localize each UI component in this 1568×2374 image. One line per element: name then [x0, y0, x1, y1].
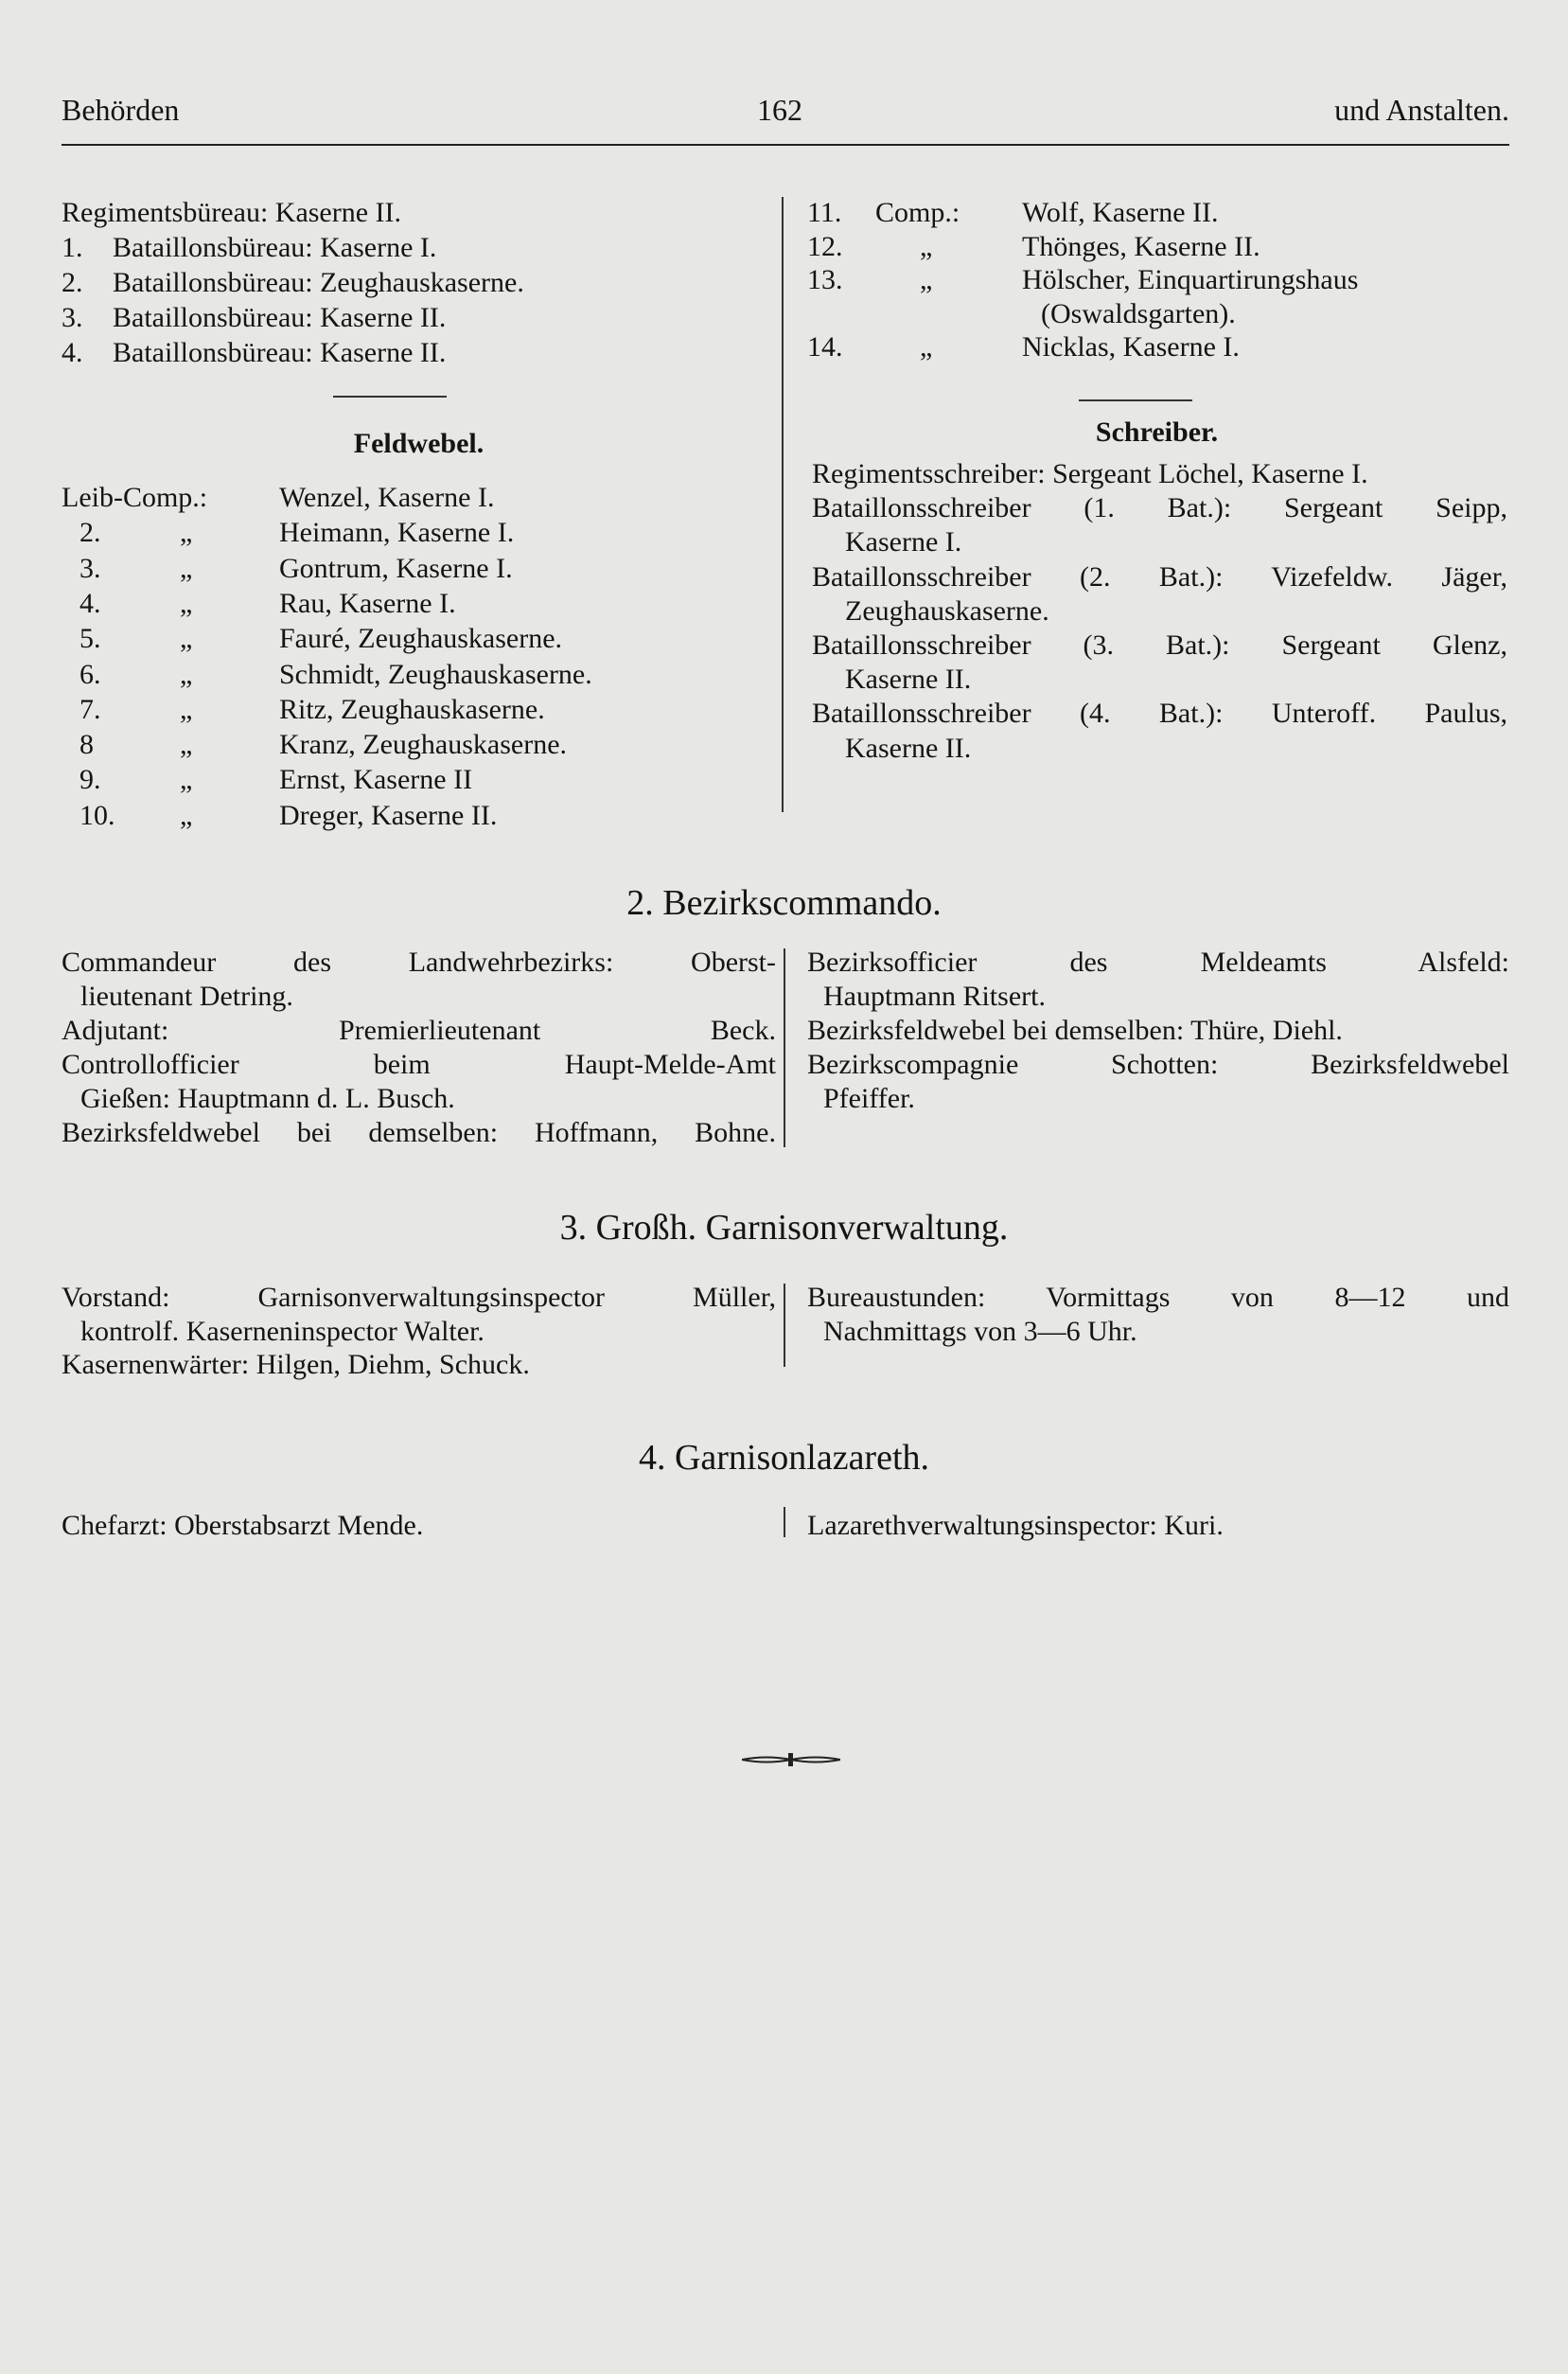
- row-number: 10.: [79, 799, 115, 831]
- ditto-mark: „: [180, 693, 193, 725]
- list-item-number: 1.: [62, 232, 83, 263]
- schreiber-line: Kaserne II.: [845, 732, 972, 764]
- list-item: Bataillonsbüreau: Zeughauskaserne.: [113, 267, 524, 298]
- separator-rule: [1079, 399, 1192, 401]
- entry-line: Pfeiffer.: [823, 1083, 915, 1114]
- ditto-mark: „: [180, 517, 193, 549]
- ditto-mark: „: [920, 264, 933, 295]
- entry-line: Controllofficier beim Haupt-Melde-Amt: [62, 1049, 776, 1080]
- entry-line: Adjutant: Premierlieutenant Beck.: [62, 1015, 776, 1046]
- schreiber-line: Bataillonsschreiber (4. Bat.): Unteroff. Paulus,: [812, 698, 1507, 730]
- row-name: Fauré, Zeughauskaserne.: [279, 623, 563, 655]
- row-number: 12.: [807, 230, 843, 262]
- column-divider: [782, 197, 784, 812]
- feldwebel-heading: Feldwebel.: [353, 428, 484, 459]
- section-3-heading: 3. Großh. Garnisonverwaltung.: [559, 1208, 1009, 1248]
- schreiber-line: Bataillonsschreiber (3. Bat.): Sergeant Glenz,: [812, 629, 1507, 661]
- entry-line: Hauptmann Ritsert.: [823, 981, 1046, 1012]
- page-number: 162: [757, 93, 802, 127]
- row-number: 14.: [807, 331, 843, 363]
- list-item-number: 2.: [62, 267, 83, 298]
- schreiber-heading: Schreiber.: [1095, 416, 1219, 448]
- row-number: Leib-Comp.:: [62, 482, 208, 513]
- header-rule: [62, 144, 1509, 146]
- running-header-right: und Anstalten.: [1334, 93, 1509, 127]
- ditto-mark: „: [180, 764, 193, 796]
- row-name: (Oswaldsgarten).: [1041, 297, 1236, 329]
- schreiber-line: Zeughauskaserne.: [845, 594, 1049, 627]
- column-divider: [784, 1284, 785, 1367]
- row-number: 11.: [807, 197, 842, 228]
- row-name: Dreger, Kaserne II.: [279, 799, 498, 831]
- ditto-mark: „: [180, 658, 193, 690]
- ditto-mark: „: [920, 230, 933, 262]
- row-number: 2.: [79, 517, 101, 549]
- entry-line: Chefarzt: Oberstabsarzt Mende.: [62, 1510, 424, 1541]
- ditto-mark: „: [920, 331, 933, 363]
- row-number: 5.: [79, 623, 101, 655]
- schreiber-line: Bataillonsschreiber (1. Bat.): Sergeant Seipp,: [812, 492, 1507, 524]
- row-number: 9.: [79, 764, 101, 796]
- entry-line: Bezirksofficier des Meldeamts Alsfeld:: [807, 947, 1509, 978]
- row-name: Schmidt, Zeughauskaserne.: [279, 658, 592, 690]
- ditto-mark: „: [180, 623, 193, 655]
- list-item: Regimentsbüreau: Kaserne II.: [62, 197, 402, 228]
- row-name: Ernst, Kaserne II: [279, 764, 473, 796]
- row-number: 8: [79, 729, 94, 761]
- entry-line: Bezirksfeldwebel bei demselben: Thüre, Diehl.: [807, 1015, 1343, 1046]
- entry-line: Commandeur des Landwehrbezirks: Oberst-: [62, 947, 776, 978]
- row-name: Wolf, Kaserne II.: [1022, 197, 1219, 228]
- entry-line: Kasernenwärter: Hilgen, Diehm, Schuck.: [62, 1349, 530, 1380]
- entry-line: Vorstand: Garnisonverwaltungsinspector Müller,: [62, 1282, 776, 1313]
- section-4-heading: 4. Garnisonlazareth.: [638, 1438, 930, 1478]
- running-header-left: Behörden: [62, 93, 180, 127]
- entry-line: kontrolf. Kaserneninspector Walter.: [80, 1315, 484, 1347]
- column-divider: [784, 1507, 785, 1537]
- row-name: Rau, Kaserne I.: [279, 587, 456, 619]
- row-name: Thönges, Kaserne II.: [1022, 230, 1260, 262]
- ornament-divider-icon: [742, 1753, 840, 1766]
- row-number: 7.: [79, 693, 101, 725]
- row-name: Ritz, Zeughauskaserne.: [279, 693, 545, 725]
- row-name: Nicklas, Kaserne I.: [1022, 331, 1240, 363]
- section-2-heading: 2. Bezirkscommando.: [626, 883, 942, 923]
- entry-line: Bureaustunden: Vormittags von 8—12 und: [807, 1282, 1509, 1313]
- row-number: 3.: [79, 552, 101, 584]
- entry-line: lieutenant Detring.: [80, 981, 293, 1012]
- schreiber-line: Kaserne I.: [845, 526, 962, 558]
- ditto-mark: „: [180, 552, 193, 584]
- schreiber-line: Regimentsschreiber: Sergeant Löchel, Kaserne I.: [812, 458, 1368, 489]
- row-name: Heimann, Kaserne I.: [279, 517, 515, 549]
- list-item-number: 3.: [62, 302, 83, 333]
- row-number: 13.: [807, 264, 843, 295]
- entry-line: Gießen: Hauptmann d. L. Busch.: [80, 1083, 455, 1114]
- ditto-mark: „: [180, 729, 193, 761]
- row-name: Wenzel, Kaserne I.: [279, 482, 495, 513]
- entry-line: Bezirksfeldwebel bei demselben: Hoffmann, Bohne.: [62, 1117, 776, 1148]
- separator-rule: [333, 396, 447, 398]
- list-item-number: 4.: [62, 337, 83, 368]
- ditto-mark: „: [180, 799, 193, 831]
- entry-line: Lazarethverwaltungsinspector: Kuri.: [807, 1510, 1224, 1541]
- schreiber-line: Kaserne II.: [845, 664, 972, 696]
- row-name: Kranz, Zeughauskaserne.: [279, 729, 568, 761]
- entry-line: Bezirkscompagnie Schotten: Bezirksfeldwebel: [807, 1049, 1509, 1080]
- list-item: Bataillonsbüreau: Kaserne I.: [113, 232, 437, 263]
- row-name: Gontrum, Kaserne I.: [279, 552, 513, 584]
- entry-line: Nachmittags von 3—6 Uhr.: [823, 1315, 1137, 1347]
- ditto-mark: Comp.:: [875, 197, 960, 228]
- schreiber-line: Bataillonsschreiber (2. Bat.): Vizefeldw. Jäger,: [812, 560, 1507, 593]
- list-item: Bataillonsbüreau: Kaserne II.: [113, 337, 447, 368]
- column-divider: [784, 948, 785, 1147]
- row-name: Hölscher, Einquartirungshaus: [1022, 264, 1359, 295]
- row-number: 4.: [79, 587, 101, 619]
- ditto-mark: „: [180, 587, 193, 619]
- row-number: 6.: [79, 658, 101, 690]
- list-item: Bataillonsbüreau: Kaserne II.: [113, 302, 447, 333]
